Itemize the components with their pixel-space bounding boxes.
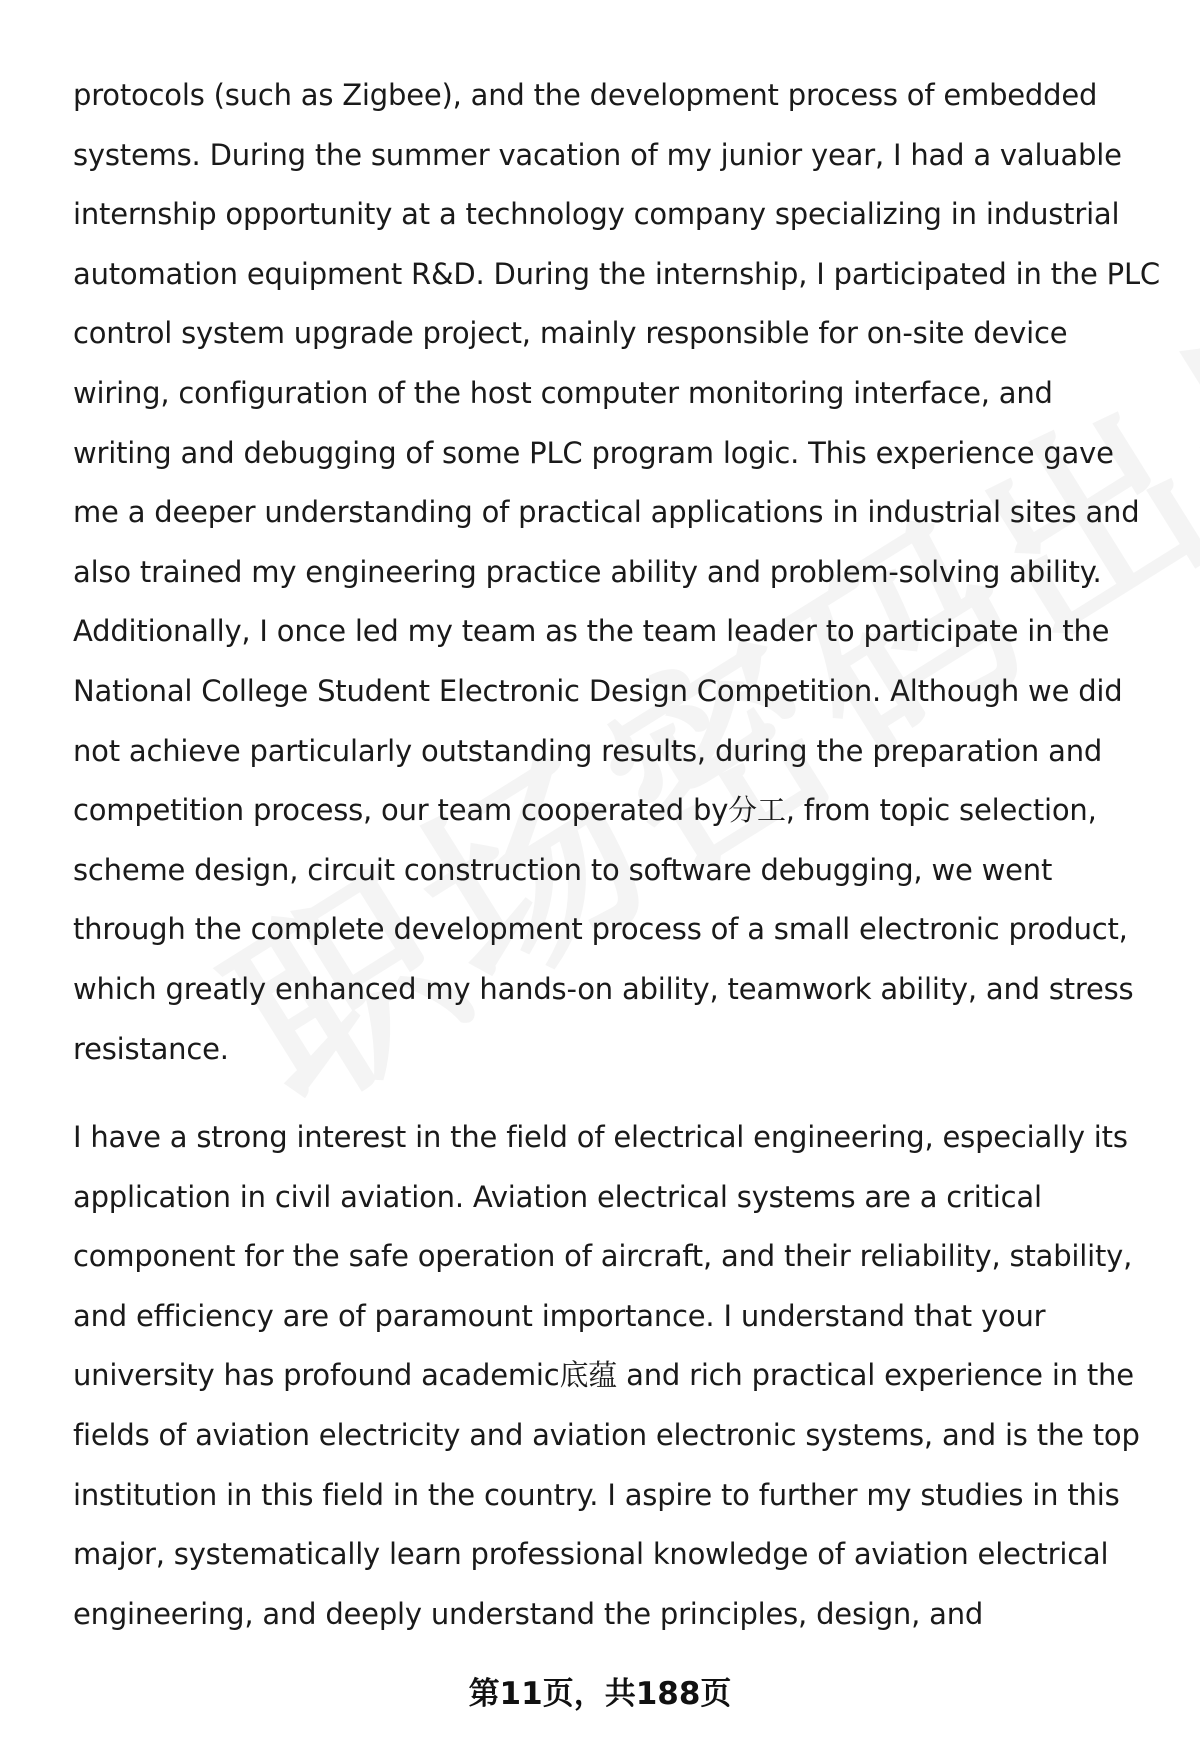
- text-line: through the complete development process of a small electronic product,: [73, 912, 1128, 947]
- text-line: Additionally, I once led my team as the team leader to participate in the: [73, 614, 1110, 649]
- paragraph-1: [73, 66, 1160, 1079]
- text-line: not achieve particularly outstanding results, during the preparation and: [73, 733, 1103, 768]
- text-line: automation equipment R&D. During the internship, I participated in the PLC: [73, 256, 1160, 291]
- text-line: fields of aviation electricity and aviation electronic systems, and is the top: [73, 1417, 1140, 1452]
- text-line: resistance.: [73, 1031, 229, 1066]
- text-line: wiring, configuration of the host computer monitoring interface, and: [73, 375, 1053, 410]
- text-line: also trained my engineering practice ability and problem-solving ability.: [73, 554, 1102, 589]
- text-line: competition process, our team cooperated by分工, from topic selection,: [73, 793, 1097, 828]
- paragraph-2: [73, 1108, 1153, 1644]
- text-line: scheme design, circuit construction to software debugging, we went: [73, 852, 1053, 887]
- text-line: me a deeper understanding of practical applications in industrial sites and: [73, 495, 1140, 530]
- text-line: institution in this field in the country. I aspire to further my studies in this: [73, 1477, 1120, 1512]
- text-line: writing and debugging of some PLC program logic. This experience gave: [73, 435, 1114, 470]
- text-line: engineering, and deeply understand the principles, design, and: [73, 1596, 984, 1631]
- text-line: I have a strong interest in the field of electrical engineering, especially its: [73, 1120, 1128, 1154]
- text-line: protocols (such as Zigbee), and the development process of embedded: [73, 78, 1098, 112]
- text-line: internship opportunity at a technology company specializing in industrial: [73, 197, 1120, 232]
- text-line: major, systematically learn professional knowledge of aviation electrical: [73, 1537, 1109, 1572]
- text-line: university has profound academic底蕴 and rich practical experience in the: [73, 1358, 1134, 1393]
- text-line: National College Student Electronic Design Competition. Although we did: [73, 673, 1123, 708]
- text-line: which greatly enhanced my hands-on ability, teamwork ability, and stress: [73, 971, 1134, 1006]
- text-line: and efficiency are of paramount importance. I understand that your: [73, 1298, 1046, 1333]
- page-number: 第11页，共188页: [468, 1676, 732, 1712]
- text-line: systems. During the summer vacation of my junior year, I had a valuable: [73, 137, 1122, 172]
- text-line: control system upgrade project, mainly responsible for on-site device: [73, 316, 1068, 351]
- text-line: component for the safe operation of aircraft, and their reliability, stability,: [73, 1239, 1133, 1274]
- text-line: application in civil aviation. Aviation electrical systems are a critical: [73, 1179, 1042, 1214]
